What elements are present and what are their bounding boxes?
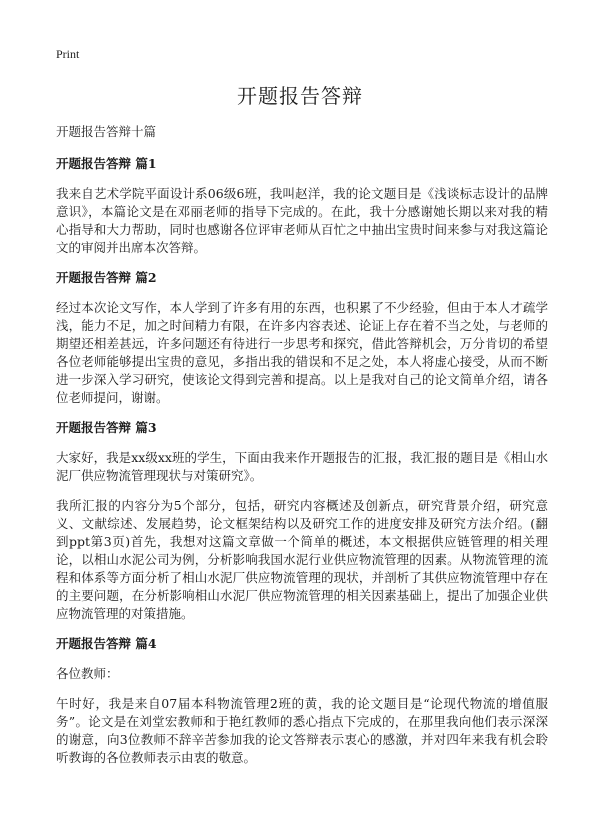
section-heading: 开题报告答辩 篇1 xyxy=(56,156,157,171)
section-heading: 开题报告答辩 篇4 xyxy=(56,636,157,651)
section-heading: 开题报告答辩 篇3 xyxy=(56,420,157,435)
section-heading: 开题报告答辩 篇2 xyxy=(56,270,157,285)
print-link[interactable]: Print xyxy=(56,47,80,61)
section-paragraph: 大家好，我是xx级xx班的学生，下面由我来作开题报告的汇报，我汇报的题目是《相山水泥厂供应物流管理现状与对策研究》。 xyxy=(56,450,548,483)
document-subtitle: 开题报告答辩十篇 xyxy=(56,124,157,139)
page-title: 开题报告答辩 xyxy=(237,84,363,108)
section-paragraph: 我来自艺术学院平面设计系06级6班，我叫赵洋，我的论文题目是《浅谈标志设计的品牌意识》，本篇论文是在邓丽老师的指导下完成的。在此，我十分感谢她长期以来对我的精心指导和大力帮助，同时也感谢各位评审老师从百忙之中抽出宝贵时间来参与对我这篇论文的审阅并出席本次答辩。 xyxy=(56,186,548,255)
section-paragraph: 各位教师： xyxy=(56,666,119,681)
section-paragraph: 午时好，我是来自07届本科物流管理2班的黄，我的论文题目是“论现代物流的增值服务”。论文是在刘堂宏教师和于艳红教师的悉心指点下完成的，在那里我向他们表示深深的谢意，向3位教师不辞辛苦参加我的论文答辩表示衷心的感激，并对四年来我有机会聆听教诲的各位教师表示由衷的敬意。 xyxy=(56,696,548,765)
section-paragraph: 经过本次论文写作，本人学到了许多有用的东西，也积累了不少经验，但由于本人才疏学浅，能力不足，加之时间精力有限，在许多内容表述、论证上存在着不当之处，与老师的期望还相差甚远，许多问题还有待进行一步思考和探究，借此答辩机会，万分肯切的希望各位老师能够提出宝贵的意见，多指出我的错误和不足之处，本人将虚心接受，从而不断进一步深入学习研究，使该论文得到完善和提高。以上是我对自己的论文简单介绍，请各位老师提问，谢谢。 xyxy=(56,300,548,405)
document-body xyxy=(56,123,548,779)
section-paragraph: 我所汇报的内容分为5个部分，包括，研究内容概述及创新点，研究背景介绍，研究意义、文献综述、发展趋势，论文框架结构以及研究工作的进度安排及研究方法介绍。(翻到ppt第3页)首先，我想对这篇文章做一个简单的概述，本文根据供应链管理的相关理论，以相山水泥公司为例，分析影响我国水泥行业供应物流管理的因素。从物流管理的流程和体系等方面分析了相山水泥厂供应物流管理的现状，并剖析了其供应物流管理中存在的主要问题，在分析影响相山水泥厂供应物流管理的相关因素基础上，提出了加强企业供应物流管理的对策措施。 xyxy=(56,498,548,621)
